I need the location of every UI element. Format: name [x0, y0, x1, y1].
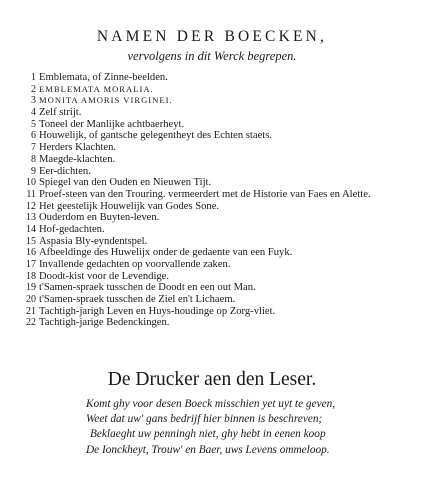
book-title: Toneel der Manlijke achtbaerheyt.: [39, 118, 185, 130]
book-title: Tachtigh-jarigh Leven en Huys-houdinge op Zorg-vliet.: [39, 305, 276, 317]
book-title: Emblemata, of Zinne-beelden.: [39, 72, 168, 83]
book-item: [20, 154, 400, 166]
book-title: MONITA AMORIS VIRGINEI.: [39, 95, 173, 106]
book-title: Houwelijk, of gantsche gelegentheyt des Echten staets.: [39, 130, 272, 142]
book-title: t'Samen-spraek tusschen de Doodt en een out Man.: [39, 282, 256, 294]
book-item: [20, 259, 400, 271]
page-heading: NAMEN DER BOECKEN,: [96, 28, 328, 45]
book-number: 14: [26, 223, 36, 235]
book-number: 22: [26, 317, 36, 329]
book-title: Het geestelijk Houwelijk van Godes Sone.: [39, 200, 220, 212]
book-title: Spiegel van den Ouden en Nieuwen Tijt.: [39, 177, 212, 189]
verse: [86, 397, 406, 458]
book-number: 11: [26, 188, 36, 200]
book-title: Herders Klachten.: [39, 142, 117, 154]
book-item: [20, 247, 400, 259]
book-number: 8: [31, 153, 36, 165]
book-item: [20, 282, 400, 294]
book-item: [20, 236, 400, 248]
book-number: 18: [26, 270, 36, 282]
book-title: EMBLEMATA MORALIA.: [39, 83, 154, 94]
book-title: Ouderdom en Buyten-leven.: [39, 212, 160, 224]
book-number: 6: [31, 130, 36, 142]
book-number: 10: [26, 177, 36, 189]
book-number: 4: [31, 107, 36, 119]
book-title: Eer-dichten.: [39, 165, 91, 177]
book-number: 17: [26, 259, 36, 270]
book-item: [20, 294, 400, 306]
book-item: [20, 142, 400, 154]
book-number: 21: [26, 305, 36, 317]
book-item: [20, 95, 400, 107]
book-number: 5: [31, 118, 36, 130]
book-item: [20, 130, 400, 142]
book-title: Tachtigh-jarige Bedenckingen.: [39, 317, 170, 329]
book-title: Proef-steen van den Trouring. vermeerdert met de Historie van Faes en Alette.: [39, 188, 371, 200]
book-title: Invallende gedachten op voorvallende zaken.: [39, 259, 231, 270]
book-title: Zelf strijt.: [39, 107, 82, 119]
verse-line: Beklaeght uw penningh niet, ghy hebt in eenen koop: [90, 428, 326, 441]
book-number: 19: [26, 282, 36, 294]
book-number: 13: [26, 212, 36, 224]
book-item: [20, 119, 400, 131]
section-title: De Drucker aen den Leser.: [107, 369, 317, 390]
page-subheading: vervolgens in dit Werck begrepen.: [127, 49, 297, 63]
book-item: [20, 177, 400, 189]
book-number: 15: [26, 235, 36, 247]
book-item: [20, 306, 400, 318]
book-number: 1: [31, 72, 36, 83]
book-number: 12: [26, 200, 36, 212]
verse-line: Weet dat uw' gans bedrijf hier binnen is beschreven;: [86, 413, 323, 426]
book-list: [20, 72, 400, 329]
book-number: 16: [26, 247, 36, 259]
book-title: Maegde-klachten.: [39, 153, 116, 165]
book-title: t'Samen-spraek tusschen de Ziel en't Lichaem.: [39, 294, 236, 306]
book-item: [20, 201, 400, 213]
book-title: Afbeeldinge des Huwelijx onder de gedaente van een Fuyk.: [39, 247, 293, 259]
book-item: [20, 224, 400, 236]
verse-line: De Ionckheyt, Trouw' en Baer, uws Levens ommeloop.: [86, 443, 330, 456]
book-number: 9: [31, 165, 36, 177]
book-title: Aspasia Bly-eyndentspel.: [39, 235, 148, 247]
book-number: 7: [31, 142, 36, 154]
book-item: [20, 84, 400, 96]
book-title: Doodt-kist voor de Levendige.: [39, 270, 170, 282]
book-item: [20, 212, 400, 224]
book-number: 20: [26, 294, 36, 306]
book-item: [20, 72, 400, 84]
book-number: 3: [31, 95, 36, 107]
book-item: [20, 271, 400, 283]
book-number: 2: [31, 83, 36, 95]
book-item: [20, 189, 400, 201]
book-title: Hof-gedachten.: [39, 223, 105, 235]
book-item: [20, 107, 400, 119]
verse-line: Komt ghy voor desen Boeck misschien yet uyt te geven,: [86, 398, 336, 410]
book-item: [20, 166, 400, 178]
book-item: [20, 317, 400, 329]
